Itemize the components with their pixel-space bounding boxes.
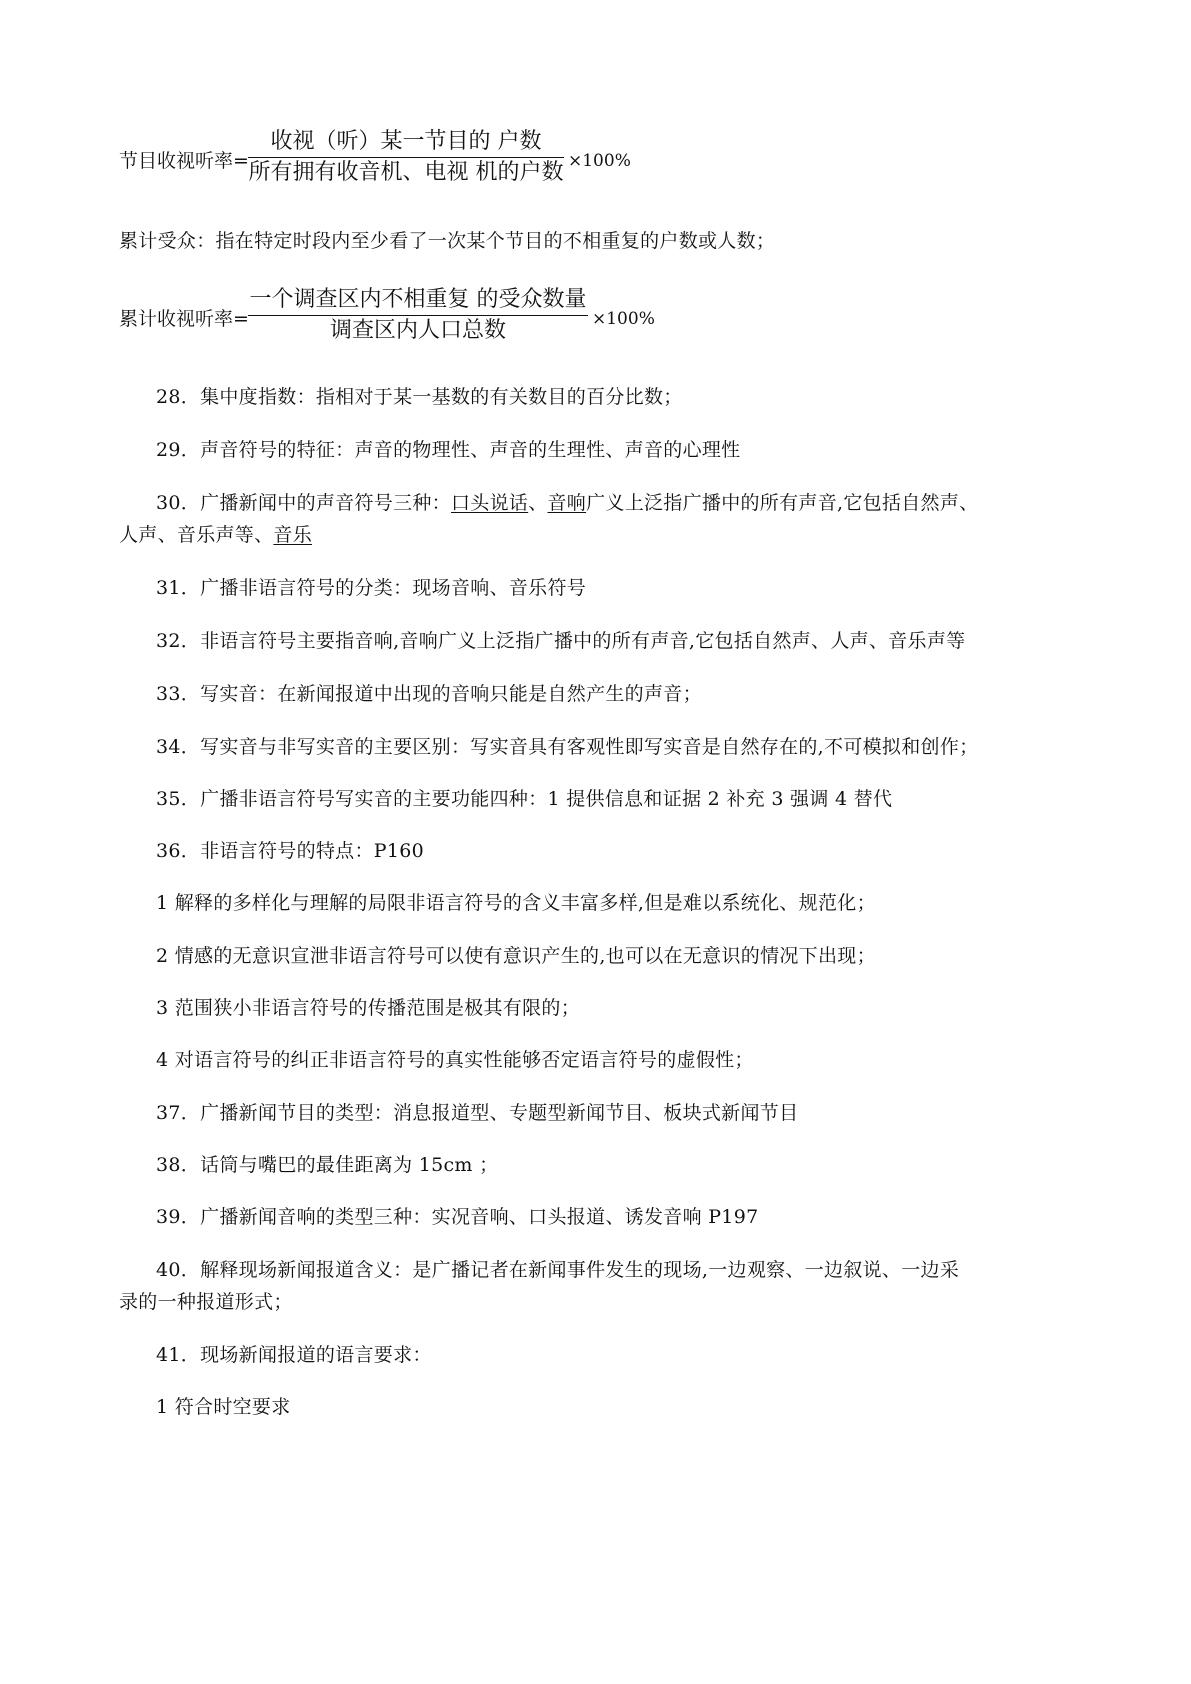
item-30-oral-speech: 口头说话 [450,492,529,514]
item-36: 36．非语言符号的特点：P160 [156,840,425,862]
item-41: 41．现场新闻报道的语言要求： [156,1344,432,1366]
formula2-fraction [248,285,588,346]
item-40-line1: 40．解释现场新闻报道含义：是广播记者在新闻事件发生的现场,一边观察、一边叙说、一边采 [156,1259,960,1281]
formula2-label: 累计收视听率= [119,308,249,330]
item-38: 38．话筒与嘴巴的最佳距离为 15cm ； [156,1154,499,1176]
item-30-music: 音乐 [273,524,313,546]
item-29: 29．声音符号的特征：声音的物理性、声音的生理性、声音的心理性 [156,439,741,461]
item-36-point-2: 2 情感的无意识宣泄非语言符号可以使有意识产生的,也可以在无意识的情况下出现； [156,945,876,967]
item-36-point-3: 3 范围狭小非语言符号的传播范围是极其有限的； [156,997,581,1019]
item-34: 34．写实音与非写实音的主要区别：写实音具有客观性即写实音是自然存在的,不可模拟和创作； [156,736,979,758]
item-30-description: 广义上泛指广播中的所有声音,它包括自然声、 [586,492,979,514]
item-32: 32．非语言符号主要指音响,音响广义上泛指广播中的所有声音,它包括自然声、人声、音乐声等 [156,630,966,652]
item-37: 37．广播新闻节目的类型：消息报道型、专题型新闻节目、板块式新闻节目 [156,1102,799,1124]
item-30-sound-effects: 音响 [547,492,587,514]
item-36-point-1: 1 解释的多样化与理解的局限非语言符号的含义丰富多样,但是难以系统化、规范化； [156,892,876,914]
item-35: 35．广播非语言符号写实音的主要功能四种：1 提供信息和证据 2 补充 3 强调 4 替代 [156,788,893,810]
formula2-multiplier: ×100% [592,309,655,329]
item-30-prefix: 30．广播新闻中的声音符号三种： [156,492,451,514]
item-41-point-1: 1 符合时空要求 [156,1396,291,1418]
item-28: 28．集中度指数：指相对于某一基数的有关数目的百分比数； [156,386,683,408]
formula2-numerator: 一个调查区内不相重复 的受众数量 [249,287,587,312]
item-30-line2-prefix: 人声、音乐声等、 [119,524,274,546]
item-30-separator: 、 [528,492,548,514]
item-39: 39．广播新闻音响的类型三种：实况音响、口头报道、诱发音响 P197 [156,1206,759,1228]
formula1-fraction [248,127,564,188]
formula1-label: 节目收视听率= [119,150,249,172]
item-30-line1 [156,490,978,516]
formula1-multiplier: ×100% [568,151,631,171]
item-33: 33．写实音：在新闻报道中出现的音响只能是自然产生的声音； [156,683,702,705]
formula1-denominator: 所有拥有收音机、电视 机的户数 [248,160,564,185]
item-36-point-4: 4 对语言符号的纠正非语言符号的真实性能够否定语言符号的虚假性； [156,1049,754,1071]
formula2-denominator: 调查区内人口总数 [329,318,506,343]
item-40-line2: 录的一种报道形式； [119,1291,293,1313]
item-30-line2 [119,522,312,548]
item-31: 31．广播非语言符号的分类：现场音响、音乐符号 [156,577,587,599]
formula1-numerator: 收视（听）某一节目的 户数 [270,129,542,154]
cumulative-audience-definition: 累计受众：指在特定时段内至少看了一次某个节目的不相重复的户数或人数； [119,230,776,252]
